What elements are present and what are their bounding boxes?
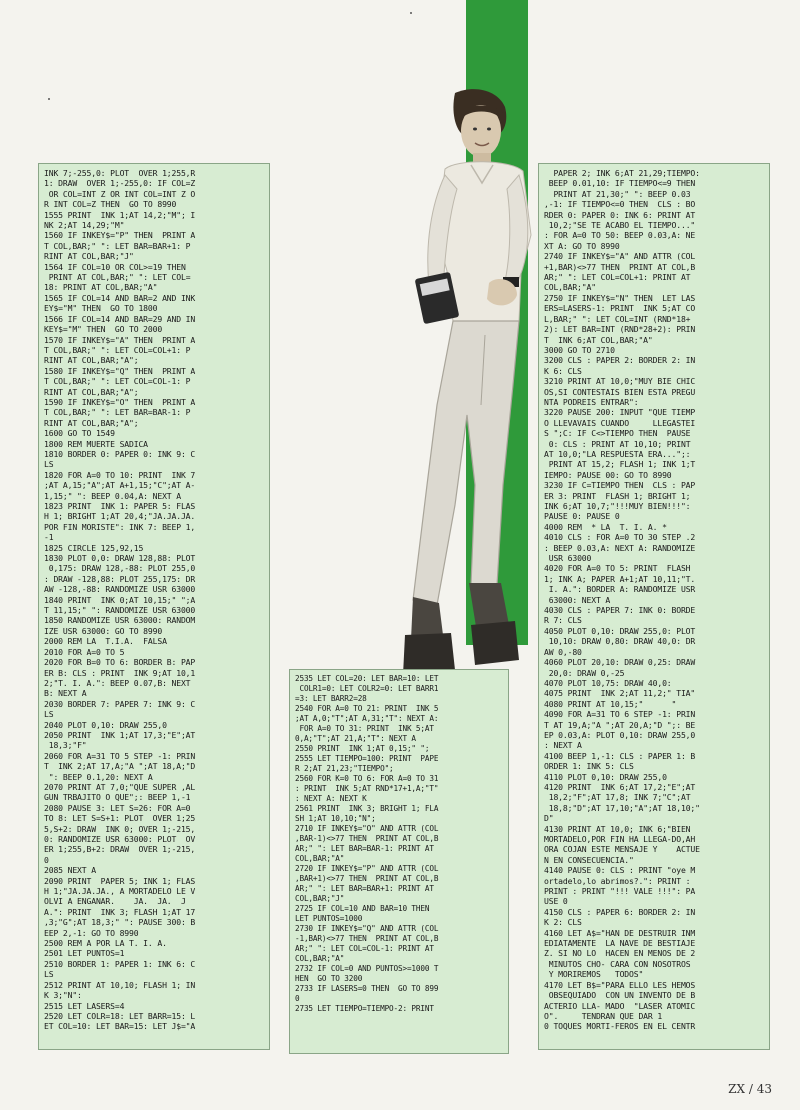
listing-text: INK 7;-255,0: PLOT OVER 1;255,R 1: DRAW OVER 1;-255,0: IF COL=Z OR COL=INT Z OR INT COL=INT Z O R INT COL=Z THEN GO TO 8990 1555 PRINT INK 1;AT 14,2;"M"; I NK 2;AT 14,29;"M" 1560 IF INKEY$="P" THEN PRINT A T COL,BAR;" ": LET BAR=BAR+1: P RINT AT COL,BAR;"J" 1564 IF COL=10 OR COL>=19 THEN PRINT AT COL,BAR;" ": LET COL= 18: PRINT AT COL,BAR;"A" 1565 IF COL=14 AND BAR=2 AND INK EY$="M" THEN GO TO 1800 1566 IF COL=14 AND BAR=29 AND IN KEY$="M" THEN GO TO 2000 1570 IF INKEY$="A" THEN PRINT A T COL,BAR;" ": LET COL=COL+1: P RINT AT COL,BAR;"A"; 1580 IF INKEY$="Q" THEN PRINT A T COL,BAR;" ": LET COL=COL-1: P RINT AT COL,BAR;"A"; 1590 IF INKEY$="O" THEN PRINT A T COL,BAR;" ": LET BAR=BAR-1: P RINT AT COL,BAR;"A"; 1600 GO TO 1549 1800 REM MUERTE SADICA 1810 BORDER 0: PAPER 0: INK 9: C LS 1820 FOR A=0 TO 10: PRINT INK 7 ;AT A,15;"A";AT A+1,15;"C";AT A- 1,15;" ": BEEP 0.04,A: NEXT A 1823 PRINT INK 1: PAPER 5: FLAS H 1; BRIGHT 1;AT 20,4;"JA.JA.JA. POR FIN MORISTE": INK 7: BEEP 1, -1 1825 CIRCLE 125,92,15 1830 PLOT 0,0: DRAW 128,88: PLOT 0,175: DRAW 128,-88: PLOT 255,0 : DRAW -128,88: PLOT 255,175: DR AW -128,-88: RANDOMIZE USR 63000 1840 PRINT INK 0;AT 10,15;" ";A T 11,15;" ": RANDOMIZE USR 63000 1850 RANDOMIZE USR 63000: RANDOM IZE USR 63000: GO TO 8990 2000 REM LA T.I.A. FALSA 2010 FOR A=0 TO 5 2020 FOR B=0 TO 6: BORDER B: PAP ER B: CLS : PRINT INK 9;AT 10,1 2;"T. I. A.": BEEP 0.07,B: NEXT B: NEXT A 2030 BORDER 7: PAPER 7: INK 9: C LS 2040 PLOT 0,10: DRAW 255,0 2050 PRINT INK 1;AT 17,3;"E";AT 18,3;"F" 2060 FOR A=31 TO 5 STEP -1: PRIN T INK 2;AT 17,A;"A ";AT 18,A;"D ": BEEP 0.1,20: NEXT A 2070 PRINT AT 7,0;"QUE SUPER ,AL GUN TRBAJITO O QUE";: BEEP 1,-1 2080 PAUSE 3: LET S=26: FOR A=0 TO 8: LET S=S+1: PLOT OVER 1;25 5,S+2: DRAW INK 0; OVER 1;-215, 0: RANDOMIZE USR 63000: PLOT OV ER 1;255,B+2: DRAW OVER 1;-215, 0 2085 NEXT A 2090 PRINT PAPER 5; INK 1; FLAS H 1;"JA.JA.JA., A MORTADELO LE V OLVI A ENGANAR. JA. JA. J A.": PRINT INK 3; FLASH 1;AT 17 ,3;"G";AT 18,3;" ": PAUSE 300: B EEP 2,-1: GO TO 8990 2500 REM A POR LA T. I. A. 2501 LET PUNTOS=1 2510 BORDER 1: PAPER 1: INK 6: C LS 2512 PRINT AT 10,10; FLASH 1; IN K 3;"N": 2515 LET LASERS=4 2520 LET COLR=18: LET BARR=15: L ET COL=10: LET BAR=15: LET J$="A: [44, 168, 196, 1032]
listing-text: PAPER 2; INK 6;AT 21,29;TIEMPO: BEEP 0.01,10: IF TIEMPO<=9 THEN PRINT AT 21,30;" ": BEEP 0.03 ,-1: IF TIEMPO<=0 THEN CLS : BO RDER 0: PAPER 0: INK 6: PRINT AT 10,2;"SE TE ACABO EL TIEMPO..." : FOR A=0 TO 50: BEEP 0.03,A: NE XT A: GO TO 8990 2740 IF INKEY$="A" AND ATTR (COL +1,BAR)<>77 THEN PRINT AT COL,B AR;" ": LET COL=COL+1: PRINT AT COL,BAR;"A" 2750 IF INKEY$="N" THEN LET LAS ERS=LASERS-1: PRINT INK 5;AT CO L,BAR;" ": LET COL=INT (RND*18+ 2): LET BAR=INT (RND*28+2): PRIN T INK 6;AT COL,BAR;"A" 3000 GO TO 2710 3200 CLS : PAPER 2: BORDER 2: IN K 6: CLS 3210 PRINT AT 10,0;"MUY BIE CHIC OS,SI CONTESTAIS BIEN ESTA PREGU NTA PODREIS ENTRAR": 3220 PAUSE 200: INPUT "QUE TIEMP O LLEVAVAIS CUANDO LLEGASTEI S ";C: IF C<>TIEMPO THEN PAUSE 0: CLS : PRINT AT 10,10; PRINT AT 10,0;"LA RESPUESTA ERA...";: PRINT AT 15,2; FLASH 1; INK 1;T IEMPO: PAUSE 00: GO TO 8990 3230 IF C=TIEMPO THEN CLS : PAP ER 3: PRINT FLASH 1; BRIGHT 1; INK 6;AT 10,7;"!!!MUY BIEN!!!": PAUSE 0: PAUSE 0 4000 REM * LA T. I. A. * 4010 CLS : FOR A=0 TO 30 STEP .2 : BEEP 0.03,A: NEXT A: RANDOMIZE USR 63000 4020 FOR A=0 TO 5: PRINT FLASH 1; INK A; PAPER A+1;AT 10,11;"T. I. A.": BORDER A: RANDOMIZE USR 63000: NEXT A 4030 CLS : PAPER 7: INK 0: BORDE R 7: CLS 4050 PLOT 0,10: DRAW 255,0: PLOT 10,10: DRAW 0,80: DRAW 40,0: DR AW 0,-80 4060 PLOT 20,10: DRAW 0,25: DRAW 20,0: DRAW 0,-25 4070 PLOT 10,75: DRAW 40,0: 4075 PRINT INK 2;AT 11,2;" TIA" 4080 PRINT AT 10,15;" " 4090 FOR A=31 TO 6 STEP -1: PRIN T AT 19,A;"A ";AT 20,A;"D ";: BE EP 0.03,A: PLOT 0,10: DRAW 255,0 : NEXT A 4100 BEEP 1,-1: CLS : PAPER 1: B ORDER 1: INK 5: CLS 4110 PLOT 0,10: DRAW 255,0 4120 PRINT INK 6;AT 17,2;"E";AT 18,2;"F";AT 17,8; INK 7;"C";AT 18,8;"D";AT 17,10;"A";AT 18,10;" D" 4130 PRINT AT 10,0; INK 6;"BIEN MORTADELO,POR FIN HA LLEGA-DO,AH ORA COJAN ESTE MENSAJE Y ACTUE N EN CONSECUENCIA." 4140 PAUSE 0: CLS : PRINT "oye M ortadelo,lo abrimos?.": PRINT : PRINT : PRINT "!!! VALE !!!": PA USE 0 4150 CLS : PAPER 6: BORDER 2: IN K 2: CLS 4160 LET A$="HAN DE DESTRUIR INM EDIATAMENTE LA NAVE DE BESTIAJE Z. SI NO LO HACEN EN MENOS DE 2 MINUTOS CHO- CARA CON NOSOTROS Y MORIREMOS TODOS" 4170 LET B$="PARA ELLO LES HEMOS OBSEQUIADO CON UN INVENTO DE B ACTERIO LLA- MADO "LASER ATOMIC O". TENDRAN QUE DAR 1 0 TOQUES MORTI-FEROS EN EL CENTR: [544, 168, 700, 1032]
listing-text: 2535 LET COL=20: LET BAR=10: LET COLR1=0: LET COLR2=0: LET BARR1 =3: LET BARR2=28 2540 FOR A=0 TO 21: PRINT INK 5 ;AT A,0;"T";AT A,31;"T": NEXT A: FOR A=0 TO 31: PRINT INK 5;AT 0,A;"T";AT 21,A;"T": NEXT A 2550 PRINT INK 1;AT 0,15;" "; 2555 LET TIEMPO=100: PRINT PAPE R 2;AT 21,23;"TIEMPO"; 2560 FOR K=0 TO 6: FOR A=0 TO 31 : PRINT INK 5;AT RND*17+1,A;"T" : NEXT A: NEXT K 2561 PRINT INK 3; BRIGHT 1; FLA SH 1;AT 10,10;"N"; 2710 IF INKEY$="O" AND ATTR (COL ,BAR-1)<>77 THEN PRINT AT COL,B AR;" ": LET BAR=BAR-1: PRINT AT COL,BAR;"A" 2720 IF INKEY$="P" AND ATTR (COL ,BAR+1)<>77 THEN PRINT AT COL,B AR;" ": LET BAR=BAR+1: PRINT AT COL,BAR;"J" 2725 IF COL=10 AND BAR=10 THEN LET PUNTOS=1000 2730 IF INKEY$="Q" AND ATTR (COL -1,BAR)<>77 THEN PRINT AT COL,B AR;" ": LET COL=COL-1: PRINT AT COL,BAR;"A" 2732 IF COL=0 AND PUNTOS>=1000 T HEN GO TO 3200 2733 IF LASERS=0 THEN GO TO 899 0 2735 LET TIEMPO=TIEMPO-2: PRINT: [295, 674, 439, 1013]
program-listing-left: [38, 163, 270, 1050]
speck: [48, 98, 50, 100]
program-listing-right: [538, 163, 770, 1050]
page-number: ZX / 43: [728, 1082, 772, 1096]
program-listing-middle: [289, 669, 509, 1054]
speck: [410, 12, 412, 14]
photo-boy-with-book: [385, 85, 535, 700]
